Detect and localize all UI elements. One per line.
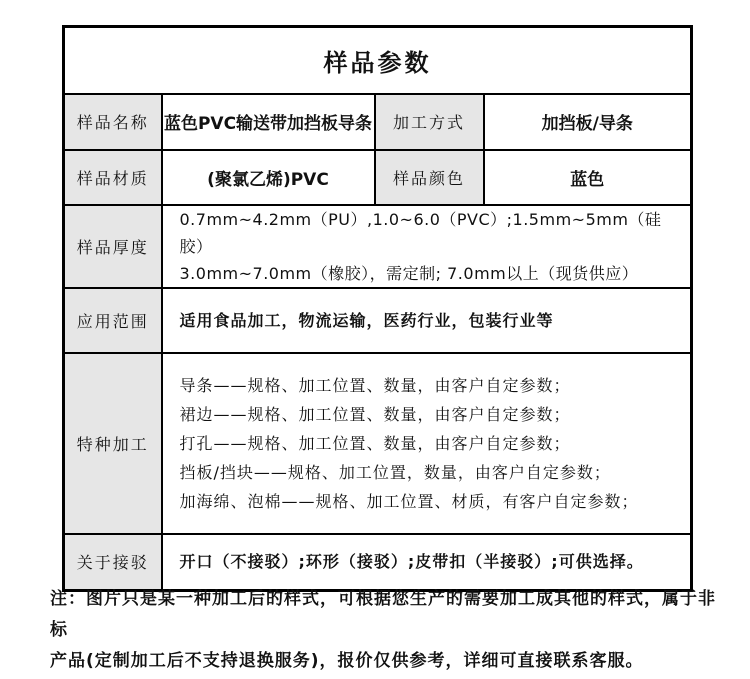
- table-row-splicing: [64, 534, 692, 591]
- color-label: 样品颜色: [375, 150, 484, 205]
- table-row-application: [64, 288, 692, 353]
- special-processing-label: 特种加工: [64, 353, 162, 534]
- splicing-label: 关于接驳: [64, 534, 162, 591]
- thickness-value: [162, 205, 692, 288]
- table-row-sample-name: [64, 94, 692, 150]
- footer-note-line-2: 产品(定制加工后不支持退换服务)，报价仅供参考，详细可直接联系客服。: [50, 651, 644, 671]
- application-value: 适用食品加工，物流运输，医药行业，包装行业等: [162, 288, 692, 353]
- application-label: 应用范围: [64, 288, 162, 353]
- table-row-thickness: [64, 205, 692, 288]
- special-processing-line-4: 挡板/挡块——规格、加工位置，数量，由客户自定参数；: [179, 462, 611, 482]
- special-processing-line-2: 裙边——规格、加工位置、数量，由客户自定参数；: [179, 404, 571, 424]
- special-processing-line-3: 打孔——规格、加工位置、数量，由客户自定参数；: [179, 433, 571, 453]
- footer-note-line-1: 注：图片只是某一种加工后的样式，可根据您生产的需要加工成其他的样式，属于非标: [50, 589, 716, 640]
- processing-method-label: 加工方式: [375, 94, 484, 150]
- thickness-label: 样品厚度: [64, 205, 162, 288]
- thickness-line-1: 0.7mm~4.2mm（PU）,1.0~6.0（PVC）;1.5mm~5mm（硅胶）: [179, 209, 662, 256]
- thickness-line-2: 3.0mm~7.0mm（橡胶），需定制; 7.0mm以上（现货供应）: [179, 263, 639, 283]
- special-processing-value: [162, 353, 692, 534]
- sample-name-value: 蓝色PVC输送带加挡板导条: [162, 94, 375, 150]
- title-row: [64, 27, 692, 94]
- processing-method-value: 加挡板/导条: [484, 94, 692, 150]
- spec-table: [62, 25, 693, 592]
- material-value: (聚氯乙烯)PVC: [162, 150, 375, 205]
- special-processing-line-5: 加海绵、泡棉——规格、加工位置、材质，有客户自定参数；: [179, 491, 639, 511]
- special-processing-line-1: 导条——规格、加工位置、数量，由客户自定参数；: [179, 375, 571, 395]
- splicing-value: 开口（不接驳）;环形（接驳）;皮带扣（半接驳）;可供选择。: [162, 534, 692, 591]
- table-row-special-processing: [64, 353, 692, 534]
- material-label: 样品材质: [64, 150, 162, 205]
- sample-name-label: 样品名称: [64, 94, 162, 150]
- table-row-material: [64, 150, 692, 205]
- page-title: 样品参数: [64, 27, 692, 94]
- color-value: 蓝色: [484, 150, 692, 205]
- footer-note: [50, 584, 718, 677]
